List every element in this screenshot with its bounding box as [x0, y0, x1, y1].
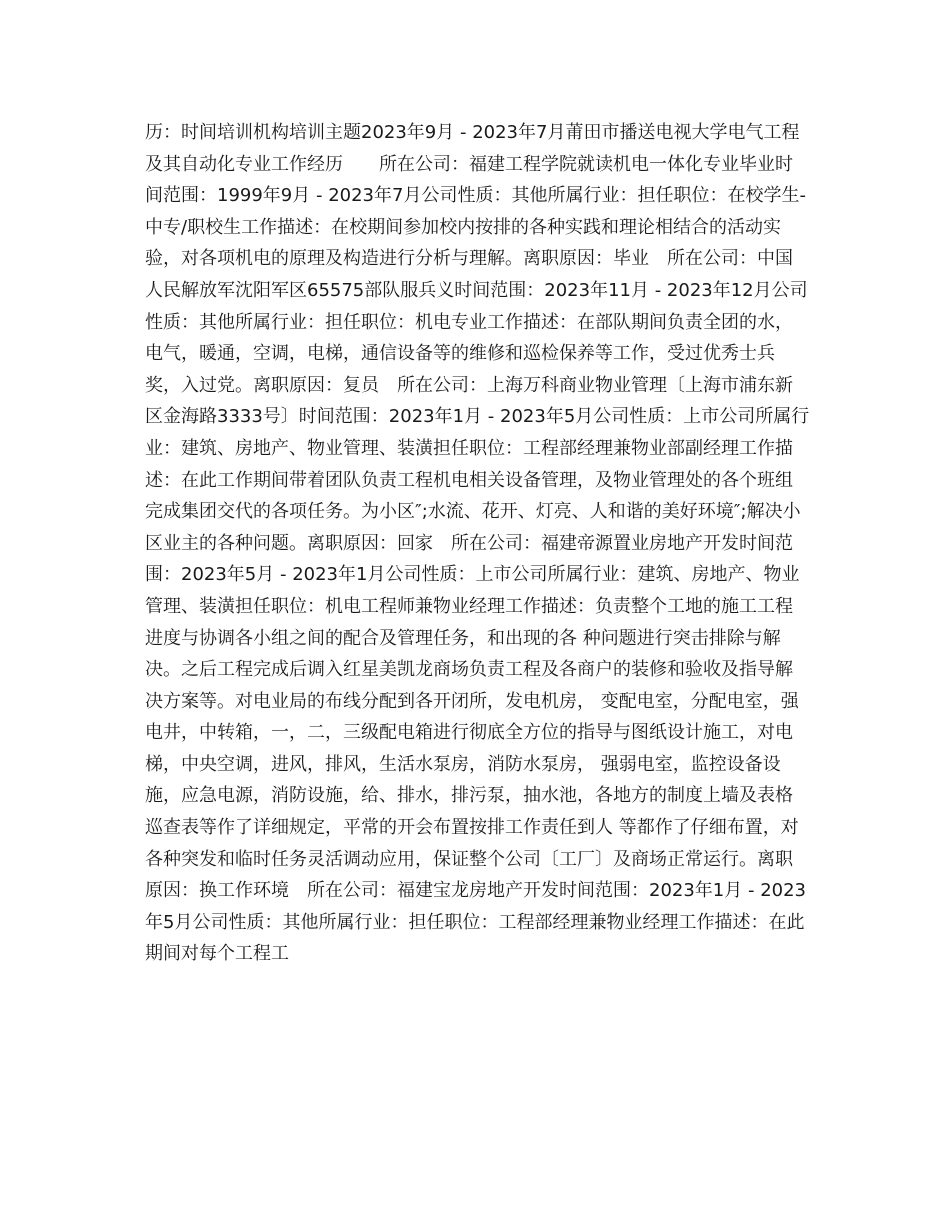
- body-paragraph: 历：时间培训机构培训主题2023年9月 - 2023年7月莆田市播送电视大学电气工程及其自动化专业工作经历 所在公司：福建工程学院就读机电一体化专业毕业时间范围：1999年9月 - 2023年7月公司性质：其他所属行业：担任职位：在校学生-中专/职校生工作描述：在校期间参加校内按排的各种实践和理论相结合的活动实验，对各项机电的原理及构造进行分析与理解。离职原因：毕业 所在公司：中国人民解放军沈阳军区65575部队服兵义时间范围：2023年11月 - 2023年12月公司性质：其他所属行业：担任职位：机电专业工作描述：在部队期间负责全团的水，电气，暖通，空调，电梯，通信设备等的维修和巡检保养等工作，受过优秀士兵奖，入过党。离职原因：复员 所在公司：上海万科商业物业管理〔上海市浦东新区金海路3333号〕时间范围：2023年1月 - 2023年5月公司性质：上市公司所属行业：建筑、房地产、物业管理、装潢担任职位：工程部经理兼物业部副经理工作描述：在此工作期间带着团队负责工程机电相关设备管理，及物业管理处的各个班组完成集团交代的各项任务。为小区″;水流、花开、灯亮、人和谐的美好环境″;解决小区业主的各种问题。离职原因：回家 所在公司：福建帝源置业房地产开发时间范围：2023年5月 - 2023年1月公司性质：上市公司所属行业：建筑、房地产、物业管理、装潢担任职位：机电工程师兼物业经理工作描述：负责整个工地的施工工程进度与协调各小组之间的配合及管理任务，和出现的各 种问题进行突击排除与解决。之后工程完成后调入红星美凯龙商场负责工程及各商户的装修和验收及指导解决方案等。对电业局的布线分配到各开闭所，发电机房， 变配电室，分配电室，强电井，中转箱，一，二，三级配电箱进行彻底全方位的指导与图纸设计施工，对电梯，中央空调，进风，排风，生活水泵房，消防水泵房， 强弱电室，监控设备设施，应急电源，消防设施，给、排水，排污泵，抽水池，各地方的制度上墙及表格巡查表等作了详细规定，平常的开会布置按排工作责任到人 等都作了仔细布置，对各种突发和临时任务灵活调动应用，保证整个公司〔工厂〕及商场正常运行。离职原因：换工作环境 所在公司：福建宝龙房地产开发时间范围：2023年1月 - 2023年5月公司性质：其他所属行业：担任职位：工程部经理兼物业经理工作描述：在此期间对每个工程工: [145, 122, 810, 965]
